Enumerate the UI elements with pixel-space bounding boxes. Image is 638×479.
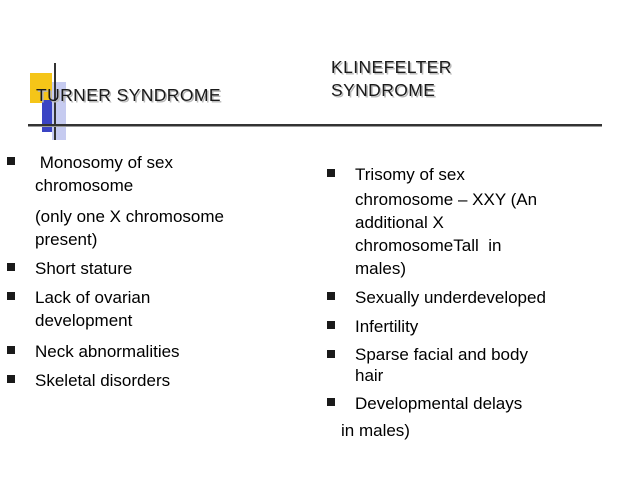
- list-item-continuation: in males): [341, 421, 410, 440]
- list-item-continuation: chromosome – XXY (An: [355, 190, 538, 209]
- list-item-continuation: chromosome: [35, 176, 134, 195]
- list-item: Lack of ovarian: [7, 286, 307, 309]
- right-title-line2: SYNDROME: [331, 80, 436, 100]
- list-item-continuation: males): [355, 259, 407, 278]
- list-item-continuation: chromosomeTall in: [355, 236, 502, 255]
- list-item: Infertility: [327, 315, 627, 338]
- right-title-line1: KLINEFELTER: [331, 57, 452, 77]
- list-item: Sparse facial and body: [327, 344, 627, 365]
- list-item-continuation: hair: [355, 366, 384, 385]
- list-item: Neck abnormalities: [7, 340, 307, 363]
- list-item: Skeletal disorders: [7, 369, 307, 392]
- list-item: Short stature: [7, 257, 307, 280]
- list-item: Trisomy of sex: [327, 163, 627, 186]
- deco-horizontal-rule: [28, 124, 602, 126]
- list-item-continuation: present): [35, 230, 98, 249]
- list-item-continuation: additional X: [355, 213, 444, 232]
- list-item: Developmental delays: [327, 392, 627, 415]
- left-title: TURNER SYNDROME: [36, 85, 221, 105]
- list-item: Sexually underdeveloped: [327, 286, 627, 309]
- left-list: [7, 151, 307, 392]
- list-item-continuation: (only one X chromosome: [35, 207, 224, 226]
- list-item-continuation: development: [35, 311, 133, 330]
- right-list: [327, 163, 627, 442]
- list-item: Monosomy of sex: [7, 151, 307, 174]
